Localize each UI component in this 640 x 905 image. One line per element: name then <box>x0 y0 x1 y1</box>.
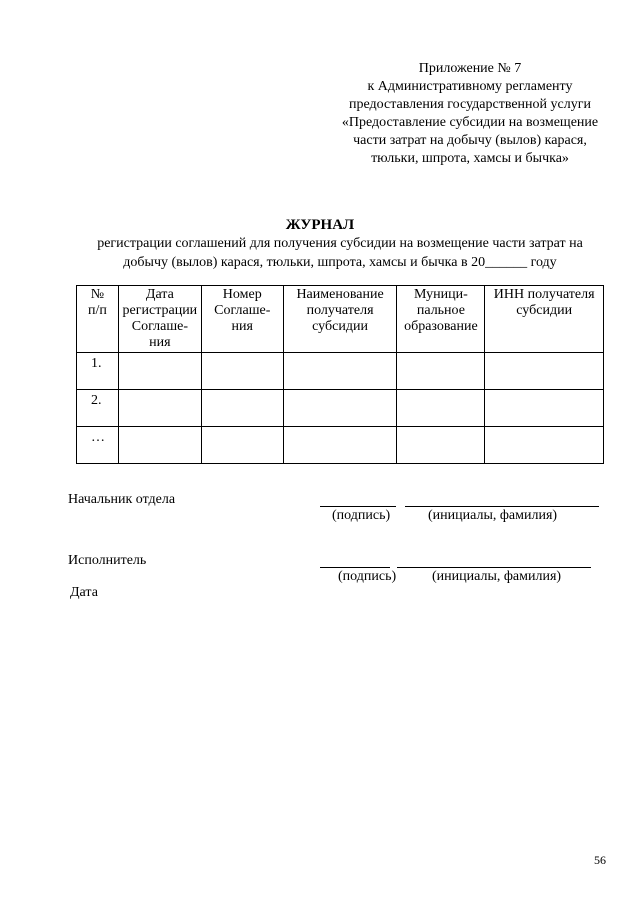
head-signature-hint: (подпись) <box>332 508 391 523</box>
table-cell <box>118 390 201 427</box>
head-name-line <box>405 506 599 507</box>
appendix-header <box>300 60 640 168</box>
column-header-municipality: Муници- пальное образование <box>397 286 485 353</box>
table-cell <box>118 427 201 464</box>
appendix-line: предоставления государственной услуги <box>349 97 591 112</box>
table-cell <box>485 390 604 427</box>
table-cell <box>201 390 283 427</box>
appendix-line: тюльки, шпрота, хамсы и бычка» <box>371 151 569 166</box>
column-header-number: № п/п <box>77 286 119 353</box>
table-cell <box>397 427 485 464</box>
table-cell <box>485 427 604 464</box>
table-cell <box>283 353 397 390</box>
column-header-registration-date: Дата регистрации Соглаше- ния <box>118 286 201 353</box>
column-header-recipient-name: Наименование получателя субсидии <box>283 286 397 353</box>
executor-label: Исполнитель <box>68 553 147 568</box>
journal-subtitle-line: регистрации соглашений для получения субсидии на возмещение части затрат на <box>97 236 583 251</box>
journal-subtitle-line: добычу (вылов) карася, тюльки, шпрота, хамсы и бычка в 20______ году <box>123 255 557 270</box>
executor-signature-line <box>320 567 390 568</box>
table-cell <box>283 390 397 427</box>
column-header-agreement-number: Номер Соглаше- ния <box>201 286 283 353</box>
table-cell <box>201 353 283 390</box>
executor-name-hint: (инициалы, фамилия) <box>432 569 562 584</box>
appendix-line: к Административному регламенту <box>367 79 573 94</box>
column-header-recipient-inn: ИНН получателя субсидии <box>485 286 604 353</box>
appendix-line: Приложение № 7 <box>418 61 522 76</box>
date-label: Дата <box>70 585 98 600</box>
table-cell <box>485 353 604 390</box>
table-row <box>77 427 604 464</box>
page-number: 56 <box>594 853 606 867</box>
head-name-hint: (инициалы, фамилия) <box>428 508 558 523</box>
head-of-department-label: Начальник отдела <box>68 492 176 507</box>
table-row <box>77 390 604 427</box>
executor-name-line <box>397 567 591 568</box>
table-cell <box>283 427 397 464</box>
table-cell <box>397 390 485 427</box>
executor-signature-hint: (подпись) <box>338 569 397 584</box>
head-signature-line <box>320 506 396 507</box>
row-number: … <box>77 427 119 464</box>
table-row <box>77 353 604 390</box>
table-cell <box>201 427 283 464</box>
table-cell <box>118 353 201 390</box>
row-number: 1. <box>77 353 119 390</box>
table-cell <box>397 353 485 390</box>
journal-subtitle <box>60 234 620 272</box>
table-header-row <box>77 286 604 353</box>
row-number: 2. <box>77 390 119 427</box>
appendix-line: «Предоставление субсидии на возмещение <box>341 115 599 130</box>
appendix-line: части затрат на добычу (вылов) карася, <box>353 133 587 148</box>
journal-title: ЖУРНАЛ <box>285 217 355 233</box>
registration-table <box>76 285 604 464</box>
